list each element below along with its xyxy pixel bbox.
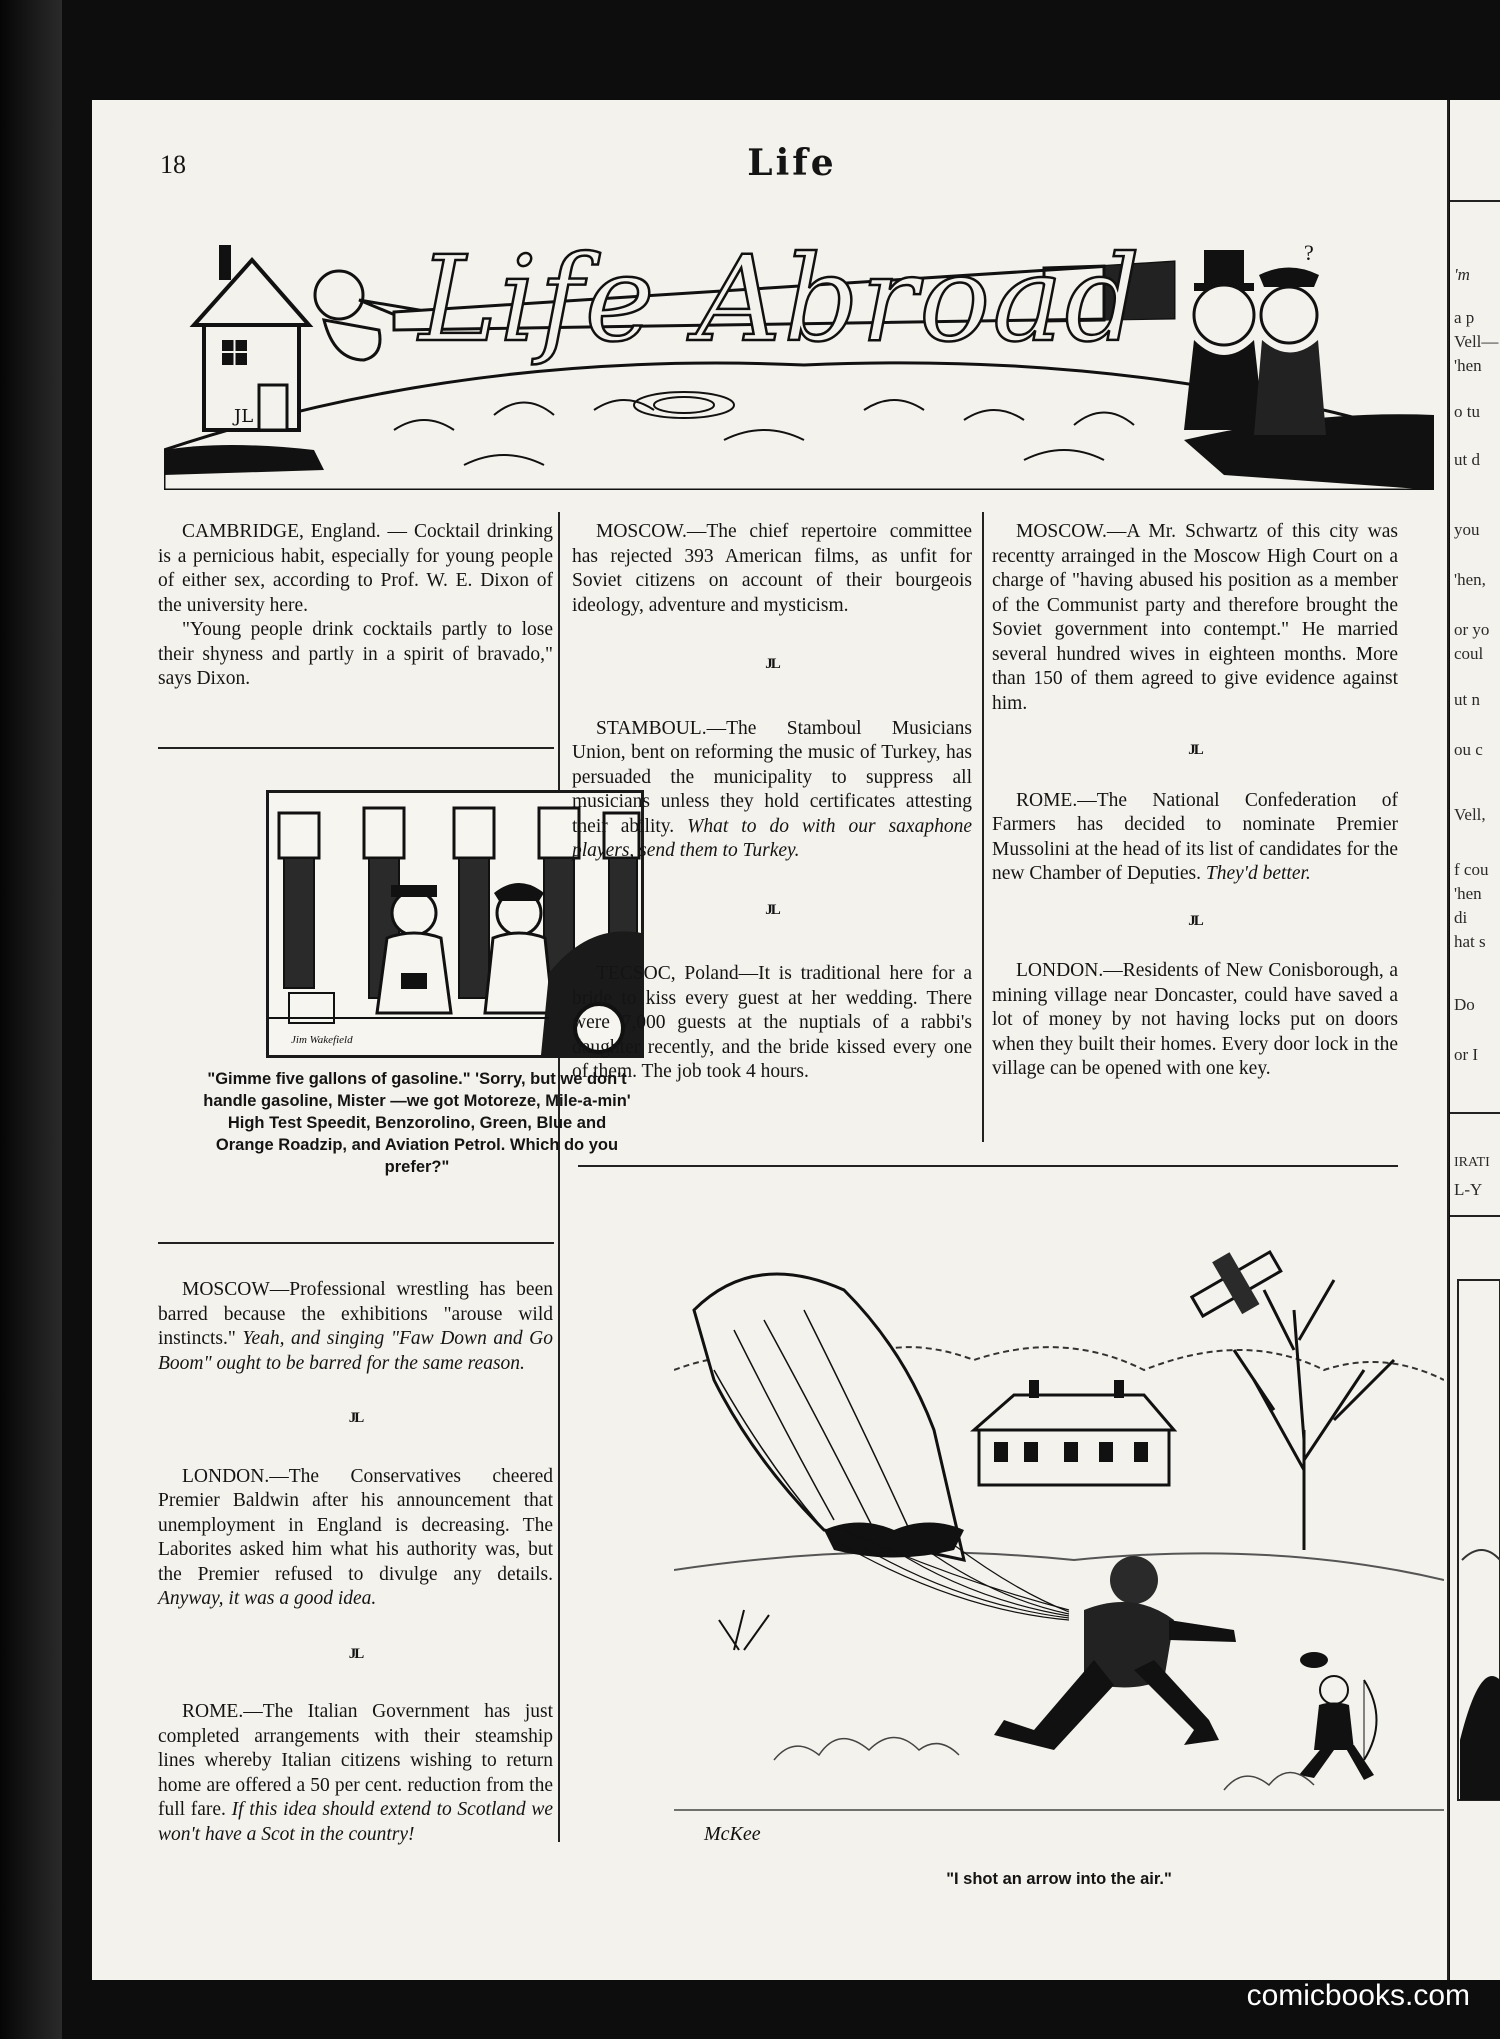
banner-lettering: Life Abroad [419,230,1143,368]
text-fragment: or yo [1454,620,1490,639]
life-abroad-banner [164,200,1434,490]
text-fragment: o tu [1454,402,1480,421]
parachute-drawing [674,1230,1444,1860]
section-rule [578,1165,1398,1167]
parachute-caption: "I shot an arrow into the air." [946,1870,1172,1888]
svg-text:JL: JL [234,406,254,427]
left-column-top [158,520,553,692]
text-fragment: a p [1454,308,1475,327]
section-rule [158,1242,554,1244]
section-mark: JL [1188,742,1202,758]
text-fragment: L-Y [1454,1180,1483,1199]
scan-edge [0,0,62,2039]
watermark: comicbooks.com [1246,1979,1470,2012]
text-fragment: 'hen [1454,884,1482,903]
parachute-illustration [674,1230,1444,1860]
cartoon-signature: Jim Wakefield [291,1034,353,1046]
magazine-page [92,100,1449,1980]
article-cambridge-quote: "Young people drink cocktails partly to lose their shyness and partly in a spirit of bravado," says Dixon. [158,619,553,689]
text-fragment: 'hen, [1454,570,1486,589]
article-moscow-wrestling: MOSCOW—Professional wrestling has been barred because the exhibitions "arouse wild instincts." Yeah, and singing "Faw Down and Go Boom" ought to be barred for the same reason. [158,1279,554,1374]
gas-station-caption: "Gimme five gallons of gasoline." 'Sorry, but we don't handle gasoline, Mister —we got Motoreze, Mile-a-min' High Test Speedit, Benzorolino, Green, Blue and Orange Roadzip, and Aviation Petrol. Which do you prefer?" [203,1070,631,1176]
section-rule [1450,200,1500,202]
text-fragment: ut d [1454,450,1480,469]
text-fragment: ut n [1454,690,1480,709]
article-rome-steamship: ROME.—The Italian Government has just completed arrangements with their steamship lines whereby Italian citizens wishing to return home are offered a 50 per cent. reduction from the full fare. If this idea should extend to Scotland we won't have a Scot in the country! [158,1701,553,1845]
svg-text:?: ? [1304,240,1314,265]
text-fragment: or I [1454,1045,1479,1064]
right-column [992,520,1398,1082]
text-fragment: ou c [1454,740,1483,759]
article-rome-farmers: ROME.—The National Confederation of Farmers has decided to nominate Premier Mussolini at the head of its list of candidates for the new Chamber of Deputies. They'd better. [992,789,1398,884]
facing-page-edge [1450,100,1500,1980]
facing-page-drawing [1450,1260,1500,1860]
article-london-baldwin: LONDON.—The Conservatives cheered Premier Baldwin after his announcement that unemployment in England is decreasing. The Laborites asked him what his authority was, but the Premier refused to divulge any details. Anyway, it was a good idea. [158,1465,553,1609]
text-fragment: coul [1454,644,1484,663]
article-tecsoc: TECSOC, Poland—It is traditional here for a bride to kiss every guest at her wedding. There were 7,000 guests at the nuptials of a rabbi's daughter recently, and the bride kissed every one of them. The job took 4 hours. [572,963,972,1082]
banner-drawing [164,200,1434,490]
text-fragment: Vell— [1454,332,1499,351]
page-number: 18 [160,150,186,179]
text-fragment: you [1454,520,1480,539]
text-fragment: hat s [1454,932,1486,951]
section-rule [1450,1215,1500,1217]
section-rule [158,747,554,749]
section-mark: JL [348,1410,363,1426]
text-fragment: 'hen [1454,356,1482,375]
text-fragment: f cou [1454,860,1489,879]
article-cambridge: CAMBRIDGE, England. — Cocktail drinking is a pernicious habit, especially for young people of either sex, according to Prof. W. E. Dixon of the university here. [158,521,553,616]
text-fragment: IRATI [1454,1155,1490,1170]
column-rule [982,512,984,1142]
text-fragment: Vell, [1454,805,1486,824]
section-rule [1450,1112,1500,1114]
masthead: Life [747,142,837,184]
diplomats-icon [1184,240,1326,435]
section-mark: JL [348,1645,363,1662]
article-moscow-films: MOSCOW.—The chief repertoire committee has rejected 393 American films, as unfit for Soviet citizens on account of their bourgeois ideology, adventure and mysticism. [572,521,972,616]
house-icon [194,245,309,430]
text-fragment: Do [1454,995,1475,1014]
text-fragment: 'm [1454,265,1470,284]
middle-column [572,520,972,1085]
illustration-signature: McKee [704,1823,761,1845]
article-london-locks: LONDON.—Residents of New Conisborough, a mining village near Doncaster, could have saved a lot of money by not having locks put on doors when they built their homes. Every door lock in the village can be opened with one key. [992,960,1398,1079]
left-column-bottom [158,1278,553,1847]
section-mark: JL [1188,912,1202,929]
article-stamboul: STAMBOUL.—The Stamboul Musicians Union, bent on reforming the music of Turkey, has persuaded the municipality to suppress all musicians unless they hold certificates attesting their ability. What to do with our saxaphone players, send them to Turkey. [572,717,972,861]
article-moscow-schwartz: MOSCOW.—A Mr. Schwartz of this city was recentty arrainged in the Moscow High Court on a charge of "having abused his position as a member of the Communist party and therefore brought the Soviet government into contempt." He married several hundred wives in eighteen months. More than 150 of them agreed to give evidence against him. [992,521,1398,714]
text-fragment: di [1454,908,1468,927]
section-mark: JL [765,901,779,918]
section-mark: JL [765,656,779,672]
